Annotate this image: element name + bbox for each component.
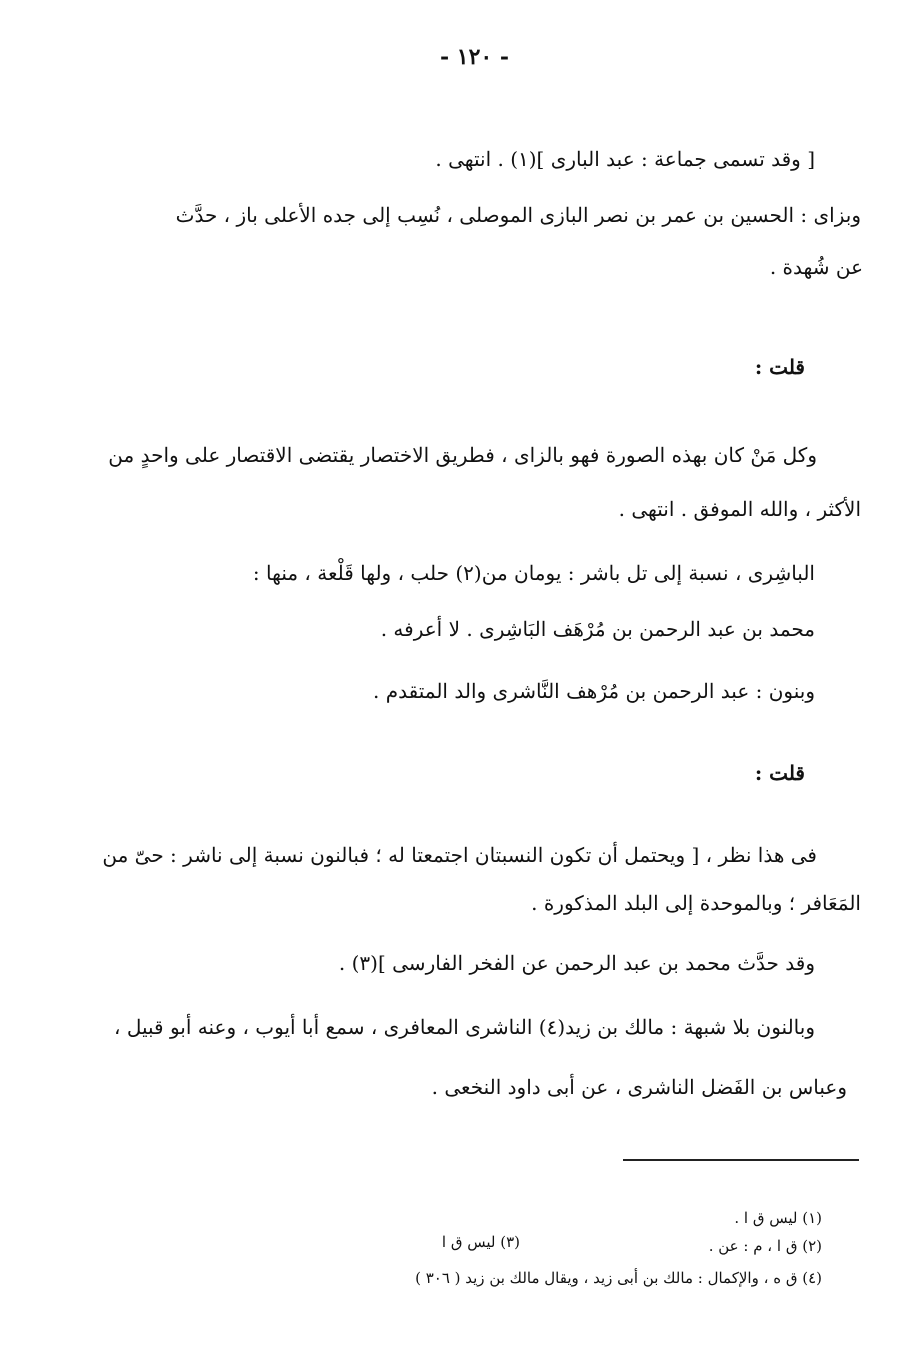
text-line-6: الأكثر ، والله الموفق . انتهى .: [618, 497, 861, 521]
footnote-1: (١) ليس ق ا .: [734, 1209, 822, 1227]
text-line-8: محمد بن عبد الرحمن بن مُرْهَف البَاشِرى . لا أعرفه .: [380, 617, 815, 641]
text-line-5: وكل مَنْ كان بهذه الصورة فهو بالزاى ، فطريق الاختصار يقتضى الاقتصار على واحدٍ من: [108, 443, 817, 467]
text-line-1: [ وقد تسمى جماعة : عبد البارى ](١) . انتهى .: [435, 147, 815, 171]
footnote-3: (٣) ليس ق ا: [441, 1233, 520, 1251]
footnote-divider: [623, 1159, 859, 1161]
text-line-3: عن شُهدة .: [769, 255, 863, 279]
text-line-9: وبنون : عبد الرحمن بن مُرْهف النَّاشرى والد المتقدم .: [373, 679, 815, 703]
text-line-15: وعباس بن الفَضل الناشرى ، عن أبى داود النخعى .: [431, 1075, 847, 1099]
text-line-2: وبزاى : الحسين بن عمر بن نصر البازى الموصلى ، نُسِب إلى جده الأعلى باز ، حدَّث: [175, 203, 861, 227]
page-number: - ١٢٠ -: [440, 44, 510, 70]
footnote-4: (٤) ق ه ، والإكمال : مالك بن أبى زيد ، ويقال مالك بن زيد ( ٣٠٦ ): [415, 1269, 822, 1287]
text-line-11: فى هذا نظر ، [ ويحتمل أن تكون النسبتان اجتمعتا له ؛ فبالنون نسبة إلى ناشر : حىّ من: [102, 843, 817, 867]
section-heading-qult-2: قلت :: [754, 761, 805, 785]
text-line-12: المَعَافر ؛ وبالموحدة إلى البلد المذكورة .: [531, 891, 861, 915]
footnote-2: (٢) ق ا ، م : عن .: [708, 1237, 822, 1255]
entry-albashiri: الباشِرى ، نسبة إلى تل باشر : يومان من(٢) حلب ، ولها قَلْعة ، منها :: [252, 561, 815, 585]
section-heading-qult-1: قلت :: [754, 355, 805, 379]
text-line-14: وبالنون بلا شبهة : مالك بن زيد(٤) الناشرى المعافرى ، سمع أبا أيوب ، وعنه أبو قبيل ،: [114, 1015, 815, 1039]
text-line-13: وقد حدَّث محمد بن عبد الرحمن عن الفخر الفارسى ](٣) .: [338, 951, 815, 975]
